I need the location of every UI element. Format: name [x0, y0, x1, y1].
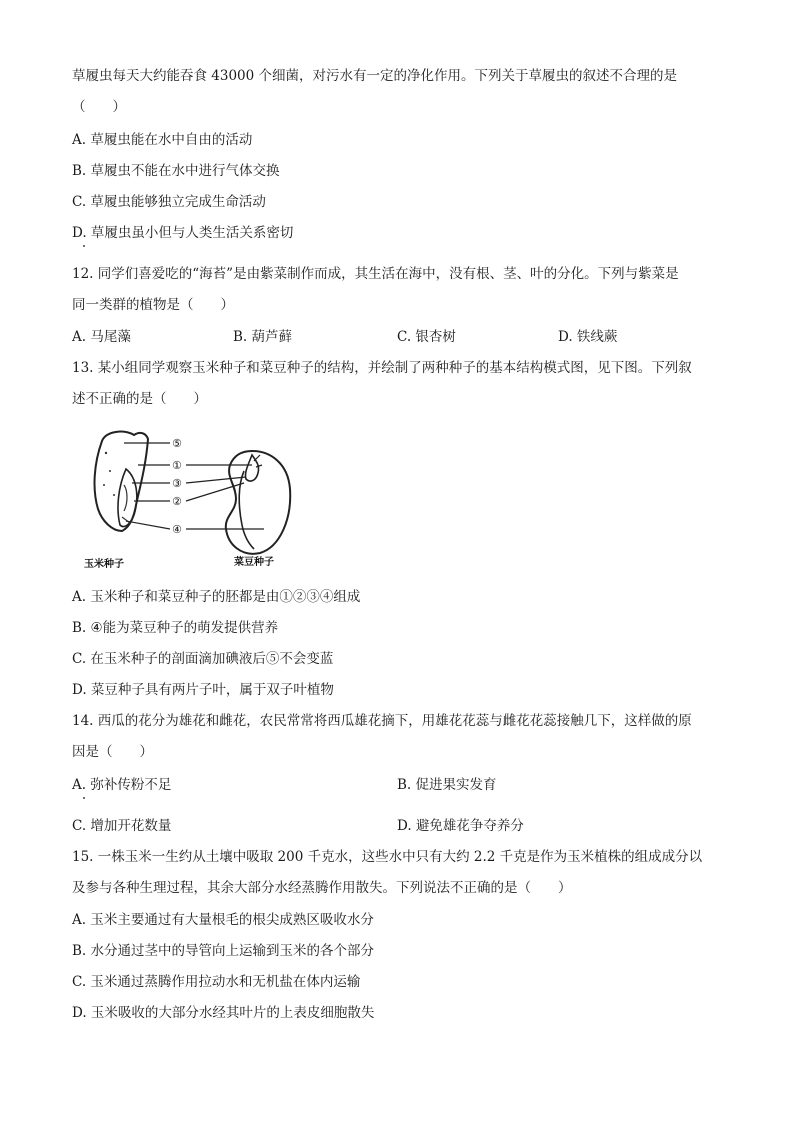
q12-option-d[interactable]: D. 铁线蕨 [558, 329, 618, 345]
q15-option-d[interactable]: D. 玉米吸收的大部分水经其叶片的上表皮细胞散失 [72, 1005, 375, 1021]
q13-option-d[interactable]: D. 菜豆种子具有两片子叶，属于双子叶植物 [72, 682, 334, 698]
q15-option-c[interactable]: C. 玉米通过蒸腾作用拉动水和无机盐在体内运输 [72, 974, 361, 990]
mark-2: ② [172, 495, 182, 508]
q14-option-c[interactable]: C. 增加开花数量 [72, 818, 172, 834]
q11-option-b[interactable]: B. 草履虫不能在水中进行气体交换 [72, 163, 280, 179]
q11-option-d[interactable]: D. 草履虫虽小但与人类生活关系密切 [72, 225, 294, 241]
q13-option-b[interactable]: B. ④能为菜豆种子的萌发提供营养 [72, 620, 279, 636]
bean-cotyledon [239, 471, 254, 549]
q11-stem-line1: 草履虫每天大约能吞食 43000 个细菌，对污水有一定的净化作用。下列关于草履虫的叙述不合理的是 [72, 68, 678, 84]
q12-option-c[interactable]: C. 银杏树 [397, 329, 456, 345]
q15-stem-line1: 15. 一株玉米一生约从土壤中吸取 200 千克水，这些水中只有大约 2.2 千克是作为玉米植株的组成成分以 [72, 849, 703, 865]
q12-stem-line1: 12. 同学们喜爱吃的“海苔”是由紫菜制作而成，其生活在海中，没有根、茎、叶的分化。下列与紫菜是 [72, 266, 679, 282]
q14-option-d[interactable]: D. 避免雄花争夺养分 [397, 818, 524, 834]
q14-option-b[interactable]: B. 促进果实发育 [397, 777, 497, 793]
mark-4: ④ [172, 523, 182, 536]
scan-speck [83, 245, 85, 247]
seed-structure-figure [84, 425, 304, 573]
leader-line [186, 477, 246, 483]
q13-option-c[interactable]: C. 在玉米种子的剖面滴加碘液后⑤不会变蓝 [72, 651, 334, 667]
mark-3: ③ [172, 477, 182, 490]
q15-option-b[interactable]: B. 水分通过茎中的导管向上运输到玉米的各个部分 [72, 943, 375, 959]
q11-option-a[interactable]: A. 草履虫能在水中自由的活动 [72, 132, 253, 148]
q13-stem-line1: 13. 某小组同学观察玉米种子和菜豆种子的结构，并绘制了两种种子的基本结构模式图，见下图。下列叙 [72, 360, 692, 376]
scan-speck [83, 797, 85, 799]
bean-seed-caption: 菜豆种子 [234, 557, 274, 568]
q12-option-a[interactable]: A. 马尾藻 [72, 329, 131, 345]
q11-option-c[interactable]: C. 草履虫能够独立完成生命活动 [72, 194, 266, 210]
q15-option-a[interactable]: A. 玉米主要通过有大量根毛的根尖成熟区吸收水分 [72, 912, 374, 928]
mark-5: ⑤ [172, 437, 182, 450]
q12-stem-line2: 同一类群的植物是（ ） [72, 297, 234, 313]
corn-seed-caption: 玉米种子 [84, 559, 124, 570]
q12-option-b[interactable]: B. 葫芦藓 [233, 329, 293, 345]
q14-stem-line2: 因是（ ） [72, 744, 153, 760]
q13-option-a[interactable]: A. 玉米种子和菜豆种子的胚都是由①②③④组成 [72, 589, 361, 605]
leader-line [126, 521, 170, 529]
q14-stem-line1: 14. 西瓜的花分为雄花和雌花，农民常常将西瓜雄花摘下，用雄花花蕊与雌花花蕊接触几下，这样做的原 [72, 713, 692, 729]
q11-stem-line2: （ ） [72, 99, 126, 115]
q15-stem-line2: 及参与各种生理过程，其余大部分水经蒸腾作用散失。下列说法不正确的是（ ） [72, 880, 572, 896]
mark-1: ① [172, 459, 182, 472]
q13-stem-line2: 述不正确的是（ ） [72, 391, 207, 407]
q14-option-a[interactable]: A. 弥补传粉不足 [72, 777, 172, 793]
